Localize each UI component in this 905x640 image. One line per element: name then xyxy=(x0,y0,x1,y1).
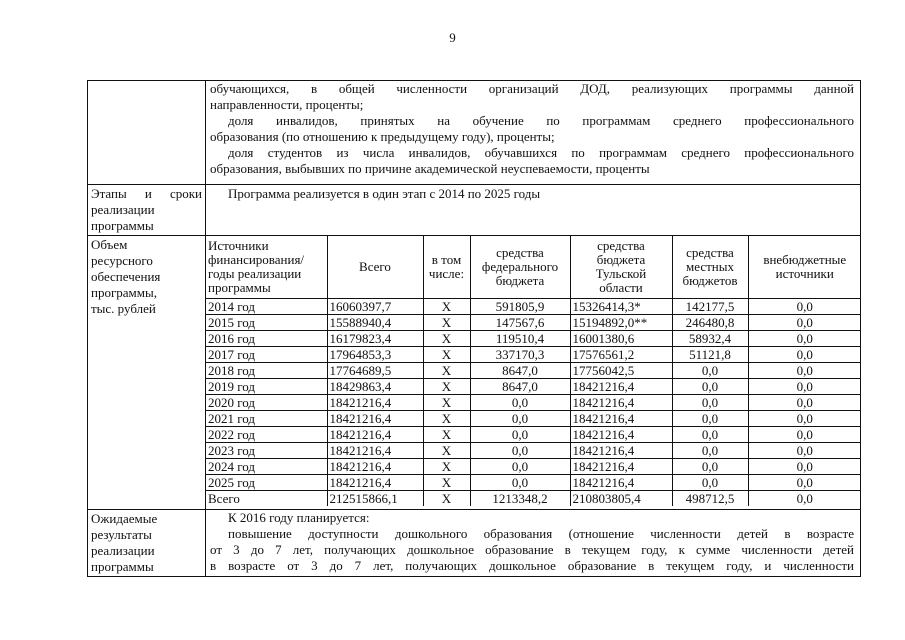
funding-table-row xyxy=(206,363,861,379)
local-cell: 58932,4 xyxy=(672,331,748,347)
regional-cell: 18421216,4 xyxy=(570,459,672,475)
funding-header-row xyxy=(206,236,861,299)
indicators-text-cell xyxy=(206,81,861,185)
indicators-row xyxy=(88,81,861,185)
offbudget-cell: 0,0 xyxy=(748,491,861,507)
offbudget-cell: 0,0 xyxy=(748,379,861,395)
offbudget-cell: 0,0 xyxy=(748,459,861,475)
funding-table-row xyxy=(206,347,861,363)
results-label-line: реализации xyxy=(91,543,155,558)
total-cell: 18429863,4 xyxy=(327,379,423,395)
federal-cell: 0,0 xyxy=(470,475,570,491)
stages-label-line: реализации xyxy=(91,202,155,217)
header-line: внебюджетные xyxy=(763,252,847,267)
header-local xyxy=(672,236,748,299)
total-cell: 212515866,1 xyxy=(327,491,423,507)
funding-table-row xyxy=(206,491,861,507)
header-line: Тульской xyxy=(595,266,647,281)
incl-cell: Х xyxy=(423,427,470,443)
header-federal xyxy=(470,236,570,299)
offbudget-cell: 0,0 xyxy=(748,427,861,443)
indicator-line: доля студентов из числа инвалидов, обучавшихся по программам среднего профессионального xyxy=(228,145,854,160)
incl-cell: Х xyxy=(423,379,470,395)
header-line: программы xyxy=(208,280,271,295)
funding-table-row xyxy=(206,395,861,411)
regional-cell: 18421216,4 xyxy=(570,379,672,395)
header-line: средства xyxy=(686,245,734,260)
total-cell: 18421216,4 xyxy=(327,411,423,427)
header-line: годы реализации xyxy=(208,266,302,281)
funding-table-row xyxy=(206,427,861,443)
stages-label-line: программы xyxy=(91,218,154,233)
stages-row xyxy=(88,185,861,236)
funding-label-line: программы, xyxy=(91,285,157,300)
federal-cell: 0,0 xyxy=(470,411,570,427)
stages-label-cell xyxy=(88,185,206,236)
stages-text-cell xyxy=(206,185,861,236)
total-cell: 18421216,4 xyxy=(327,443,423,459)
federal-cell: 8647,0 xyxy=(470,379,570,395)
year-cell: 2015 год xyxy=(206,315,327,331)
federal-cell: 0,0 xyxy=(470,443,570,459)
local-cell: 246480,8 xyxy=(672,315,748,331)
local-cell: 0,0 xyxy=(672,411,748,427)
page-number: 9 xyxy=(449,30,456,45)
regional-cell: 210803805,4 xyxy=(570,491,672,507)
regional-cell: 15326414,3* xyxy=(570,299,672,315)
local-cell: 0,0 xyxy=(672,395,748,411)
incl-cell: Х xyxy=(423,363,470,379)
year-cell: 2016 год xyxy=(206,331,327,347)
local-cell: 142177,5 xyxy=(672,299,748,315)
funding-label-line: ресурсного xyxy=(91,253,153,268)
local-cell: 498712,5 xyxy=(672,491,748,507)
total-cell: 18421216,4 xyxy=(327,459,423,475)
local-cell: 0,0 xyxy=(672,427,748,443)
funding-table-row xyxy=(206,379,861,395)
results-line: в возрасте от 3 до 7 лет, получающих дошкольное образование в текущем году, и численности xyxy=(210,558,854,573)
federal-cell: 0,0 xyxy=(470,395,570,411)
funding-table xyxy=(206,236,861,506)
federal-cell: 0,0 xyxy=(470,427,570,443)
total-cell: 17764689,5 xyxy=(327,363,423,379)
header-total xyxy=(327,236,423,299)
funding-label-cell xyxy=(88,236,206,510)
offbudget-cell: 0,0 xyxy=(748,315,861,331)
funding-table-row xyxy=(206,443,861,459)
incl-cell: Х xyxy=(423,395,470,411)
federal-cell: 0,0 xyxy=(470,459,570,475)
incl-cell: Х xyxy=(423,331,470,347)
total-cell: 17964853,3 xyxy=(327,347,423,363)
stages-label-line: Этапы и сроки xyxy=(91,186,202,201)
header-line: федерального xyxy=(481,259,559,274)
results-label-line: результаты xyxy=(91,527,152,542)
program-passport-table xyxy=(87,80,861,577)
incl-cell: Х xyxy=(423,411,470,427)
funding-label-line: тыс. рублей xyxy=(91,301,156,316)
header-line: бюджетов xyxy=(682,273,738,288)
regional-cell: 18421216,4 xyxy=(570,475,672,491)
total-cell: 18421216,4 xyxy=(327,395,423,411)
regional-cell: 18421216,4 xyxy=(570,395,672,411)
incl-cell: Х xyxy=(423,299,470,315)
header-line: средства xyxy=(597,238,645,253)
year-cell: 2019 год xyxy=(206,379,327,395)
indicators-label-cell xyxy=(88,81,206,185)
federal-cell: 8647,0 xyxy=(470,363,570,379)
year-cell: 2017 год xyxy=(206,347,327,363)
header-line: финансирования/ xyxy=(208,252,305,267)
header-line: Источники xyxy=(208,238,269,253)
total-cell: 15588940,4 xyxy=(327,315,423,331)
funding-table-row xyxy=(206,459,861,475)
indicator-line: образования (по отношению к предыдущему году), проценты; xyxy=(210,129,555,144)
results-row xyxy=(88,510,861,577)
year-cell: 2018 год xyxy=(206,363,327,379)
header-offbudget xyxy=(748,236,861,299)
regional-cell: 17576561,2 xyxy=(570,347,672,363)
header-source xyxy=(206,236,327,299)
year-cell: 2025 год xyxy=(206,475,327,491)
results-label-line: Ожидаемые xyxy=(91,511,158,526)
header-regional xyxy=(570,236,672,299)
funding-label-line: Объем xyxy=(91,237,128,252)
offbudget-cell: 0,0 xyxy=(748,363,861,379)
funding-table-row xyxy=(206,331,861,347)
results-label-line: программы xyxy=(91,559,154,574)
funding-table-cell xyxy=(206,236,861,510)
year-cell: 2023 год xyxy=(206,443,327,459)
offbudget-cell: 0,0 xyxy=(748,347,861,363)
offbudget-cell: 0,0 xyxy=(748,443,861,459)
incl-cell: Х xyxy=(423,315,470,331)
results-line: повышение доступности дошкольного образования (отношение численности детей в возрасте xyxy=(228,526,854,541)
year-cell: 2022 год xyxy=(206,427,327,443)
incl-cell: Х xyxy=(423,475,470,491)
regional-cell: 18421216,4 xyxy=(570,443,672,459)
local-cell: 0,0 xyxy=(672,475,748,491)
indicator-line: направленности, проценты; xyxy=(210,97,364,112)
results-label-cell xyxy=(88,510,206,577)
regional-cell: 18421216,4 xyxy=(570,427,672,443)
local-cell: 51121,8 xyxy=(672,347,748,363)
federal-cell: 119510,4 xyxy=(470,331,570,347)
funding-table-row xyxy=(206,411,861,427)
regional-cell: 15194892,0** xyxy=(570,315,672,331)
federal-cell: 591805,9 xyxy=(470,299,570,315)
federal-cell: 147567,6 xyxy=(470,315,570,331)
incl-cell: Х xyxy=(423,491,470,507)
incl-cell: Х xyxy=(423,459,470,475)
federal-cell: 1213348,2 xyxy=(470,491,570,507)
header-line: в том xyxy=(431,252,462,267)
regional-cell: 17756042,5 xyxy=(570,363,672,379)
local-cell: 0,0 xyxy=(672,443,748,459)
year-cell: 2021 год xyxy=(206,411,327,427)
indicator-line: обучающихся, в общей численности организаций ДОД, реализующих программы данной xyxy=(210,81,854,96)
funding-row xyxy=(88,236,861,510)
header-incl xyxy=(423,236,470,299)
header-line: числе: xyxy=(428,266,465,281)
header-line: области xyxy=(599,280,643,295)
funding-table-row xyxy=(206,475,861,491)
header-line: бюджета xyxy=(596,252,646,267)
incl-cell: Х xyxy=(423,443,470,459)
header-line: местных xyxy=(686,259,734,274)
year-cell: 2024 год xyxy=(206,459,327,475)
local-cell: 0,0 xyxy=(672,379,748,395)
funding-table-row xyxy=(206,299,861,315)
year-cell: 2014 год xyxy=(206,299,327,315)
total-cell: 16179823,4 xyxy=(327,331,423,347)
results-text-cell xyxy=(206,510,861,577)
offbudget-cell: 0,0 xyxy=(748,299,861,315)
year-cell: Всего xyxy=(206,491,327,507)
local-cell: 0,0 xyxy=(672,459,748,475)
indicator-line: образования, выбывших по причине академической неуспеваемости, проценты xyxy=(210,161,650,176)
year-cell: 2020 год xyxy=(206,395,327,411)
regional-cell: 18421216,4 xyxy=(570,411,672,427)
stages-text: Программа реализуется в один этап с 2014 по 2025 годы xyxy=(228,186,541,201)
results-line: от 3 до 7 лет, получающих дошкольное образование в текущем году, к сумме численности детей xyxy=(210,542,854,557)
total-cell: 18421216,4 xyxy=(327,475,423,491)
offbudget-cell: 0,0 xyxy=(748,475,861,491)
regional-cell: 16001380,6 xyxy=(570,331,672,347)
funding-table-body xyxy=(206,299,861,507)
header-line: Всего xyxy=(359,259,391,274)
indicator-line: доля инвалидов, принятых на обучение по программам среднего профессионального xyxy=(228,113,854,128)
header-line: средства xyxy=(496,245,544,260)
offbudget-cell: 0,0 xyxy=(748,411,861,427)
local-cell: 0,0 xyxy=(672,363,748,379)
header-line: источники xyxy=(775,266,834,281)
header-line: бюджета xyxy=(495,273,545,288)
offbudget-cell: 0,0 xyxy=(748,395,861,411)
total-cell: 18421216,4 xyxy=(327,427,423,443)
incl-cell: Х xyxy=(423,347,470,363)
offbudget-cell: 0,0 xyxy=(748,331,861,347)
funding-label-line: обеспечения xyxy=(91,269,161,284)
funding-table-row xyxy=(206,315,861,331)
federal-cell: 337170,3 xyxy=(470,347,570,363)
total-cell: 16060397,7 xyxy=(327,299,423,315)
results-line: К 2016 году планируется: xyxy=(228,510,370,525)
